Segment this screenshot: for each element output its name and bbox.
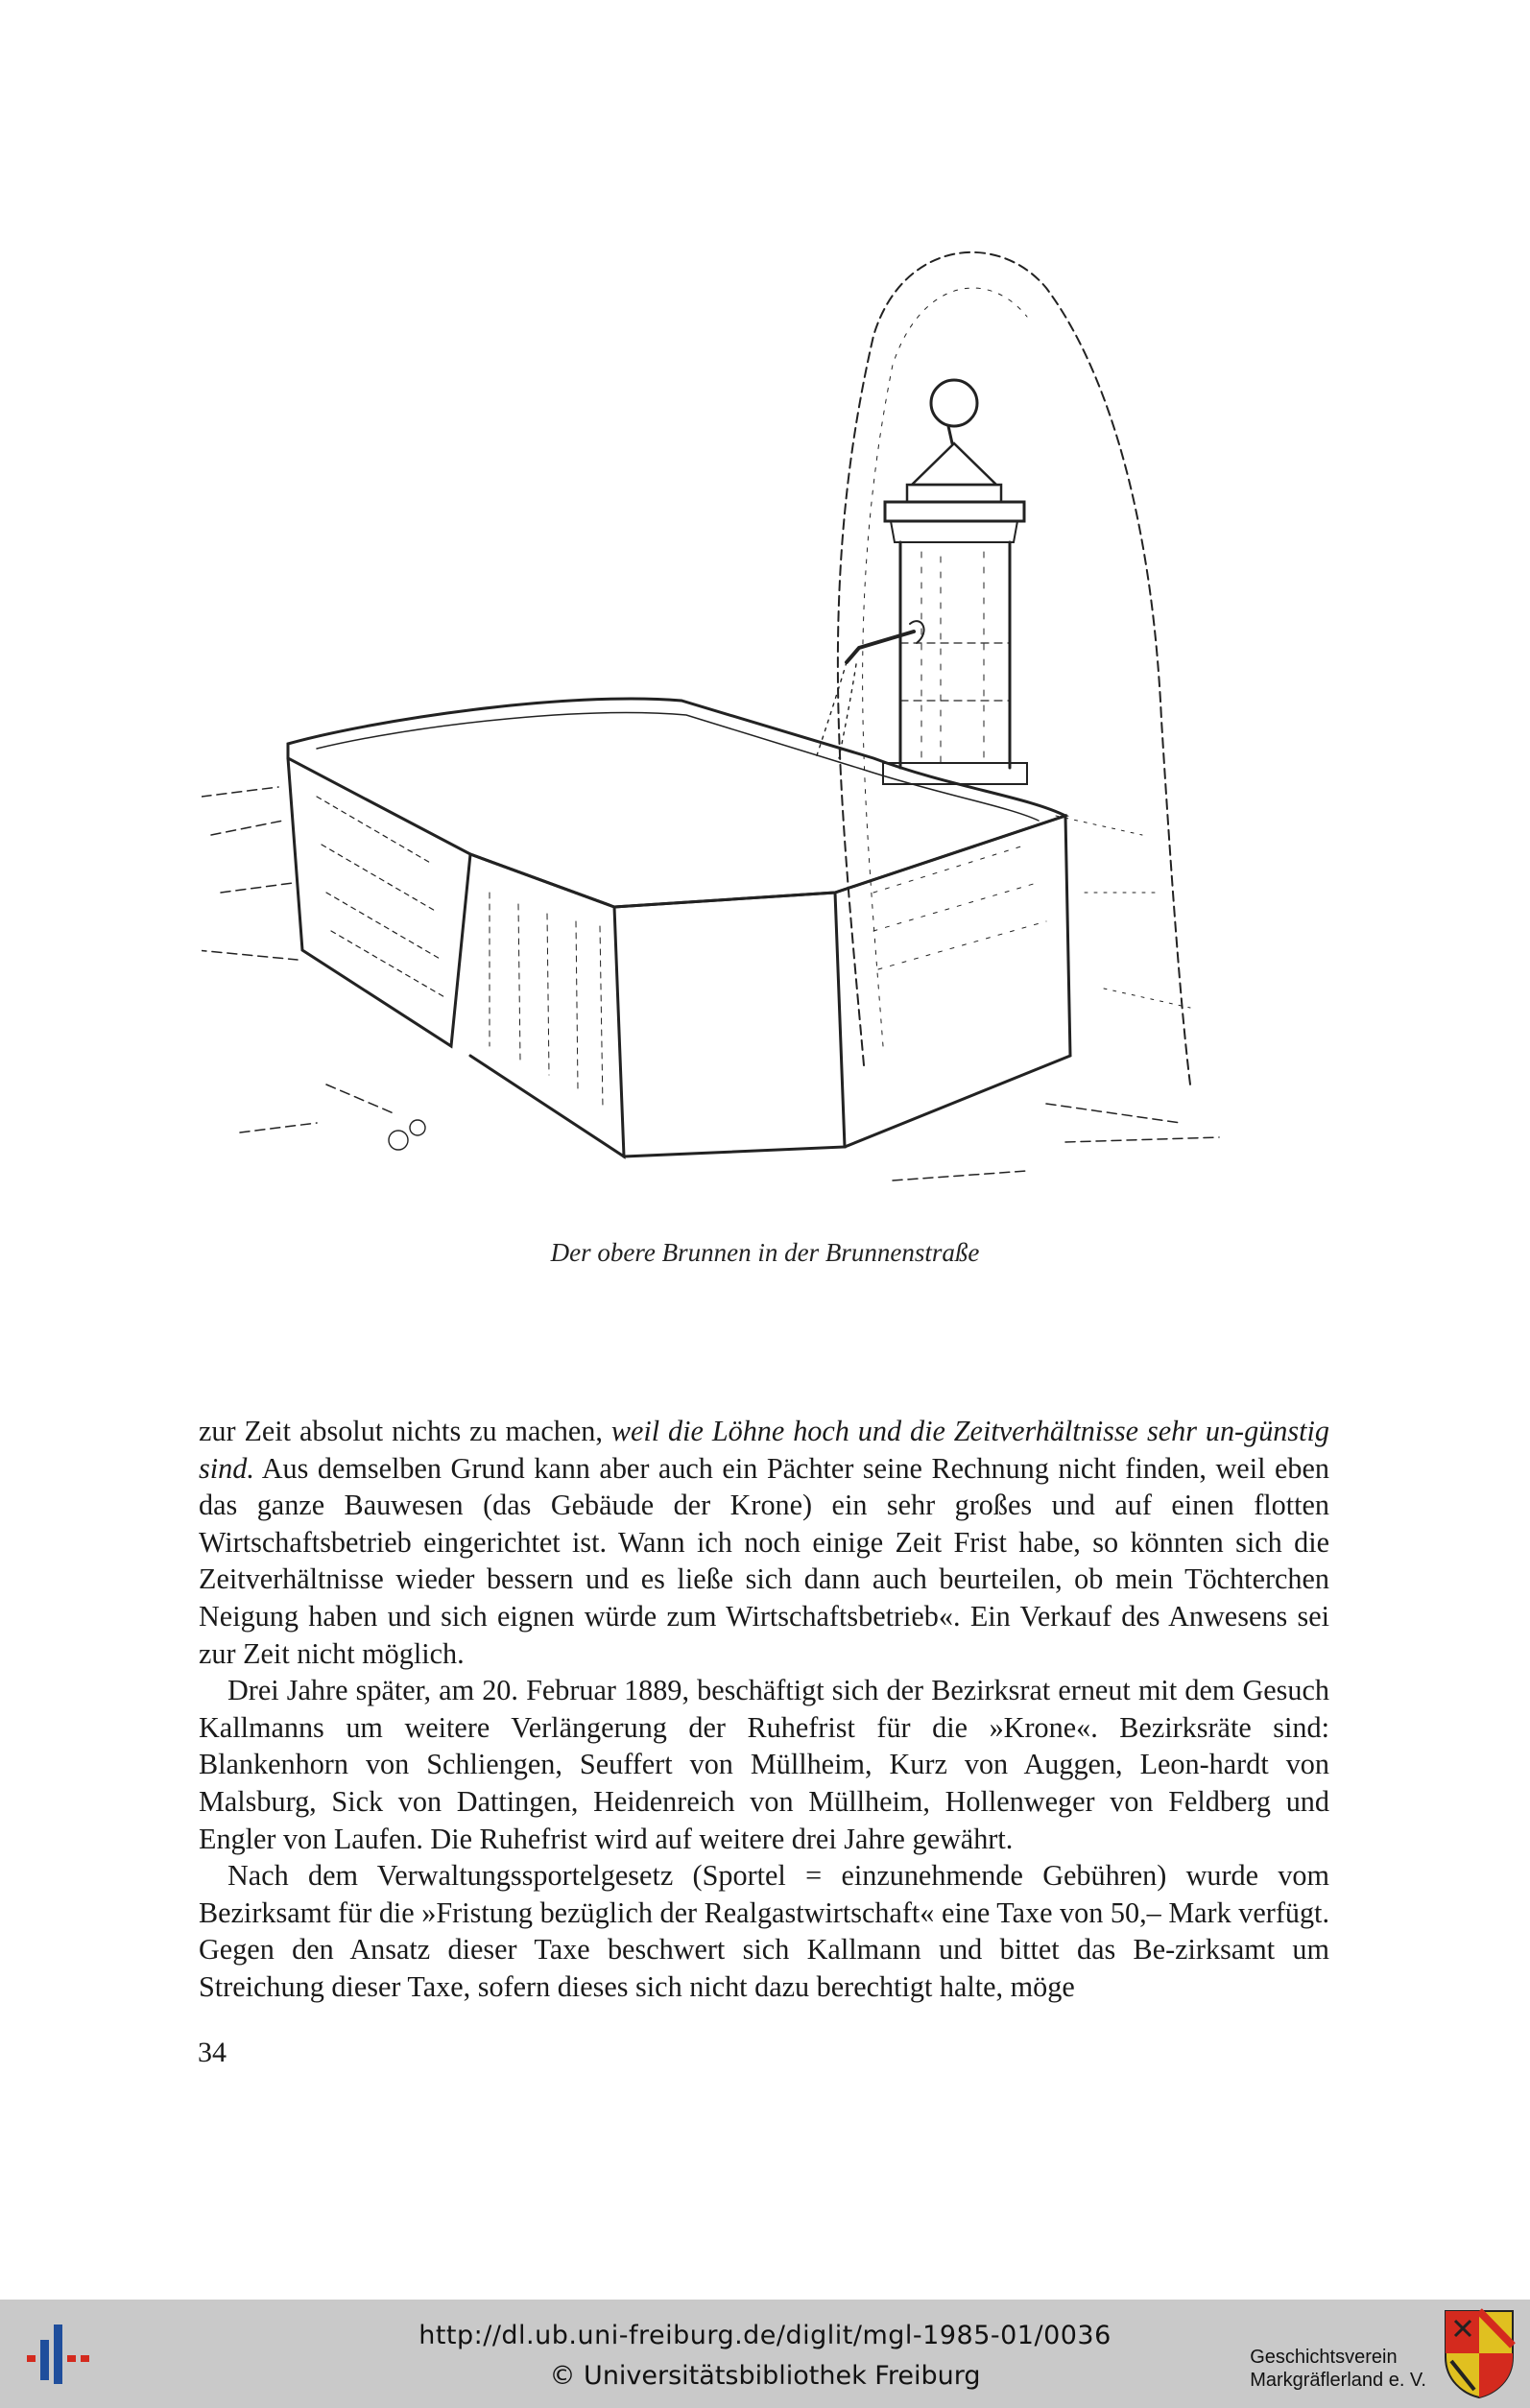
paragraph-1 [199,1413,1329,1672]
footer-url[interactable]: http://dl.ub.uni-freiburg.de/diglit/mgl-1985-01/0036 [418,2321,1112,2350]
paragraph-2: Drei Jahre später, am 20. Februar 1889, beschäftigt sich der Bezirksrat erneut mit dem Gesuch Kallmanns um weitere Verlängerung der Ruhefrist für die »Krone«. Bezirksräte sind: Blankenhorn von Schliengen, Seuffert von Müllheim, Kurz von Auggen, Leon-hardt von Malsburg, Sick von Dattingen, Heidenreich von Müllheim, Hollenweger von Feldberg und Engler von Laufen. Die Ruhefrist wird auf weitere drei Jahre gewährt. [199,1674,1329,1855]
society-name [1250,2346,1426,2392]
society-name-line1: Geschichtsverein [1250,2347,1398,2368]
paragraph-3: Nach dem Verwaltungssportelgesetz (Sportel = einzunehmende Gebühren) wurde vom Bezirksamt für die »Fristung bezüglich der Realgastwirtschaft« eine Taxe von 50,– Mark verfügt. Gegen den Ansatz dieser Taxe beschwert sich Kallmann und bittet das Be-zirksamt um Streichung dieser Taxe, sofern dieses sich nicht dazu berechtigt halte, möge [199,1859,1329,2003]
paragraph-1-end: Aus demselben Grund kann aber auch ein Pächter seine Rechnung nicht finden, weil eben das ganze Bauwesen (das Gebäude der Krone) ein sehr großes und auf einen flotten Wirtschaftsbetrieb eingerichtet ist. Wann ich noch einige Zeit Frist habe, so könnten sich die Zeitverhältnisse wieder bessern und es ließe sich dann auch beurteilen, ob mein Töchterchen Neigung haben und sich eignen würde zum Wirtschaftsbetrieb«. Ein Verkauf des Anwesens sei zur Zeit nicht möglich. [199,1451,1329,1670]
paragraph-1-quote: weil die Löhne hoch und die Zeitverhältnisse sehr un-günstig sind. [199,1415,1330,1485]
article-body [199,1413,1329,2006]
footer-bar [0,2300,1530,2408]
paragraph-1-start: zur Zeit absolut nichts zu machen, [199,1415,611,1447]
fountain-drawing-icon [202,221,1344,1219]
figure-caption: Der obere Brunnen in der Brunnenstraße [550,1238,980,1267]
footer-copyright: © Universitätsbibliothek Freiburg [549,2361,981,2391]
coat-of-arms-icon [1442,2307,1517,2399]
page-number: 34 [198,2037,227,2068]
society-name-line2: Markgräflerland e. V. [1250,2370,1426,2391]
